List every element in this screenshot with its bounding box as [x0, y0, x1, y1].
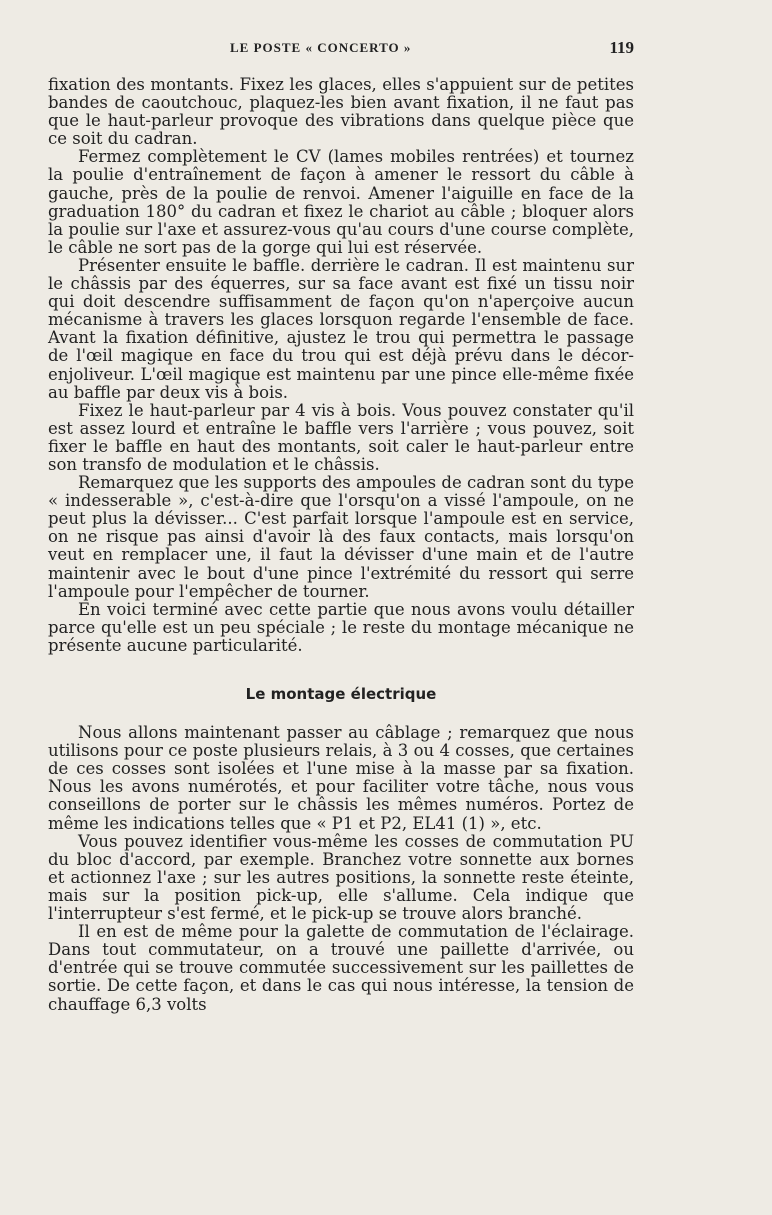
- paragraph: Nous allons maintenant passer au câblage ; remarquez que nous utilisons pour ce poste plusieurs relais, à 3 ou 4 cosses, que certaines de ces cosses sont isolées et l'une mise à la masse par sa fixation. Nous les avons numérotés, et pour faciliter votre tâche, nous vous conseillons de porter sur le châssis les mêmes numéros. Portez de même les indications telles que « P1 et P2, EL41 (1) », etc.: [48, 723, 634, 833]
- paragraph: Fixez le haut-parleur par 4 vis à bois. Vous pouvez constater qu'il est assez lourd et entraîne le baffle vers l'arrière ; vous pouvez, soit fixer le baffle en haut des montants, soit caler le haut-parleur entre son transfo de modulation et le châssis.: [48, 400, 634, 474]
- paragraph: Fermez complètement le CV (lames mobiles rentrées) et tournez la poulie d'entraînement de façon à amener le ressort du câble à gauche, près de la poulie de renvoi. Amener l'aiguille en face de la graduation 180° du cadran et fixez le chariot au câble ; bloquer alors la poulie sur l'axe et assurez-vous qu'au cours d'une course complète, le câble ne sort pas de la gorge qui lui est réservée.: [48, 147, 634, 257]
- paragraph: Présenter ensuite le baffle. derrière le cadran. Il est maintenu sur le châssis par des équerres, sur sa face avant est fixé un tissu noir qui doit descendre suffisamment de façon qu'on n'aperçoive aucun mécanisme à travers les glaces lorsquon regarde l'ensemble de face. Avant la fixation définitive, ajustez le trou qui permettra le passage de l'œil magique en face du trou qui est déjà prévu dans le décor-enjoliveur. L'œil magique est maintenu par une pince elle-même fixée au baffle par deux vis à bois.: [48, 255, 634, 402]
- running-title: LE POSTE « CONCERTO »: [230, 40, 412, 55]
- paragraph: fixation des montants. Fixez les glaces, elles s'appuient sur de petites bandes de caoutchouc, plaquez-les bien avant fixation, il ne faut pas que le haut-parleur provoque des vibrations dans quelque pièce que ce soit du cadran.: [48, 75, 634, 149]
- paragraph: En voici terminé avec cette partie que nous avons voulu détailler parce qu'elle est un peu spéciale ; le reste du montage mécanique ne présente aucune particularité.: [48, 599, 634, 655]
- paragraph: Il en est de même pour la galette de commutation de l'éclairage. Dans tout commutateur, on a trouvé une paillette d'arrivée, ou d'entrée qui se trouve commutée successivement sur les paillettes de sortie. De cette façon, et dans le cas qui nous intéresse, la tension de chauffage 6,3 volts: [48, 922, 634, 1014]
- page-body: [48, 76, 634, 1014]
- paragraph: Remarquez que les supports des ampoules de cadran sont du type « indesserable », c'est-à-dire que l'orsqu'on a vissé l'ampoule, on ne peut plus la dévisser... C'est parfait lorsque l'ampoule est en service, on ne risque pas ainsi d'avoir là des faux contacts, mais lorsqu'on veut en remplacer une, il faut la dévisser d'une main et de l'autre maintenir avec le bout d'une pince l'extrémité du ressort qui serre l'ampoule pour l'empêcher de tourner.: [48, 473, 634, 601]
- page-header: [48, 38, 634, 58]
- paragraph: Vous pouvez identifier vous-même les cosses de commutation PU du bloc d'accord, par exemple. Branchez votre sonnette aux bornes et actionnez l'axe ; sur les autres positions, la sonnette reste éteinte, mais sur la position pick-up, elle s'allume. Cela indique que l'interrupteur s'est fermé, et le pick-up se trouve alors branché.: [48, 831, 634, 924]
- section-title: Le montage électrique: [245, 685, 437, 703]
- page-number: 119: [609, 38, 634, 57]
